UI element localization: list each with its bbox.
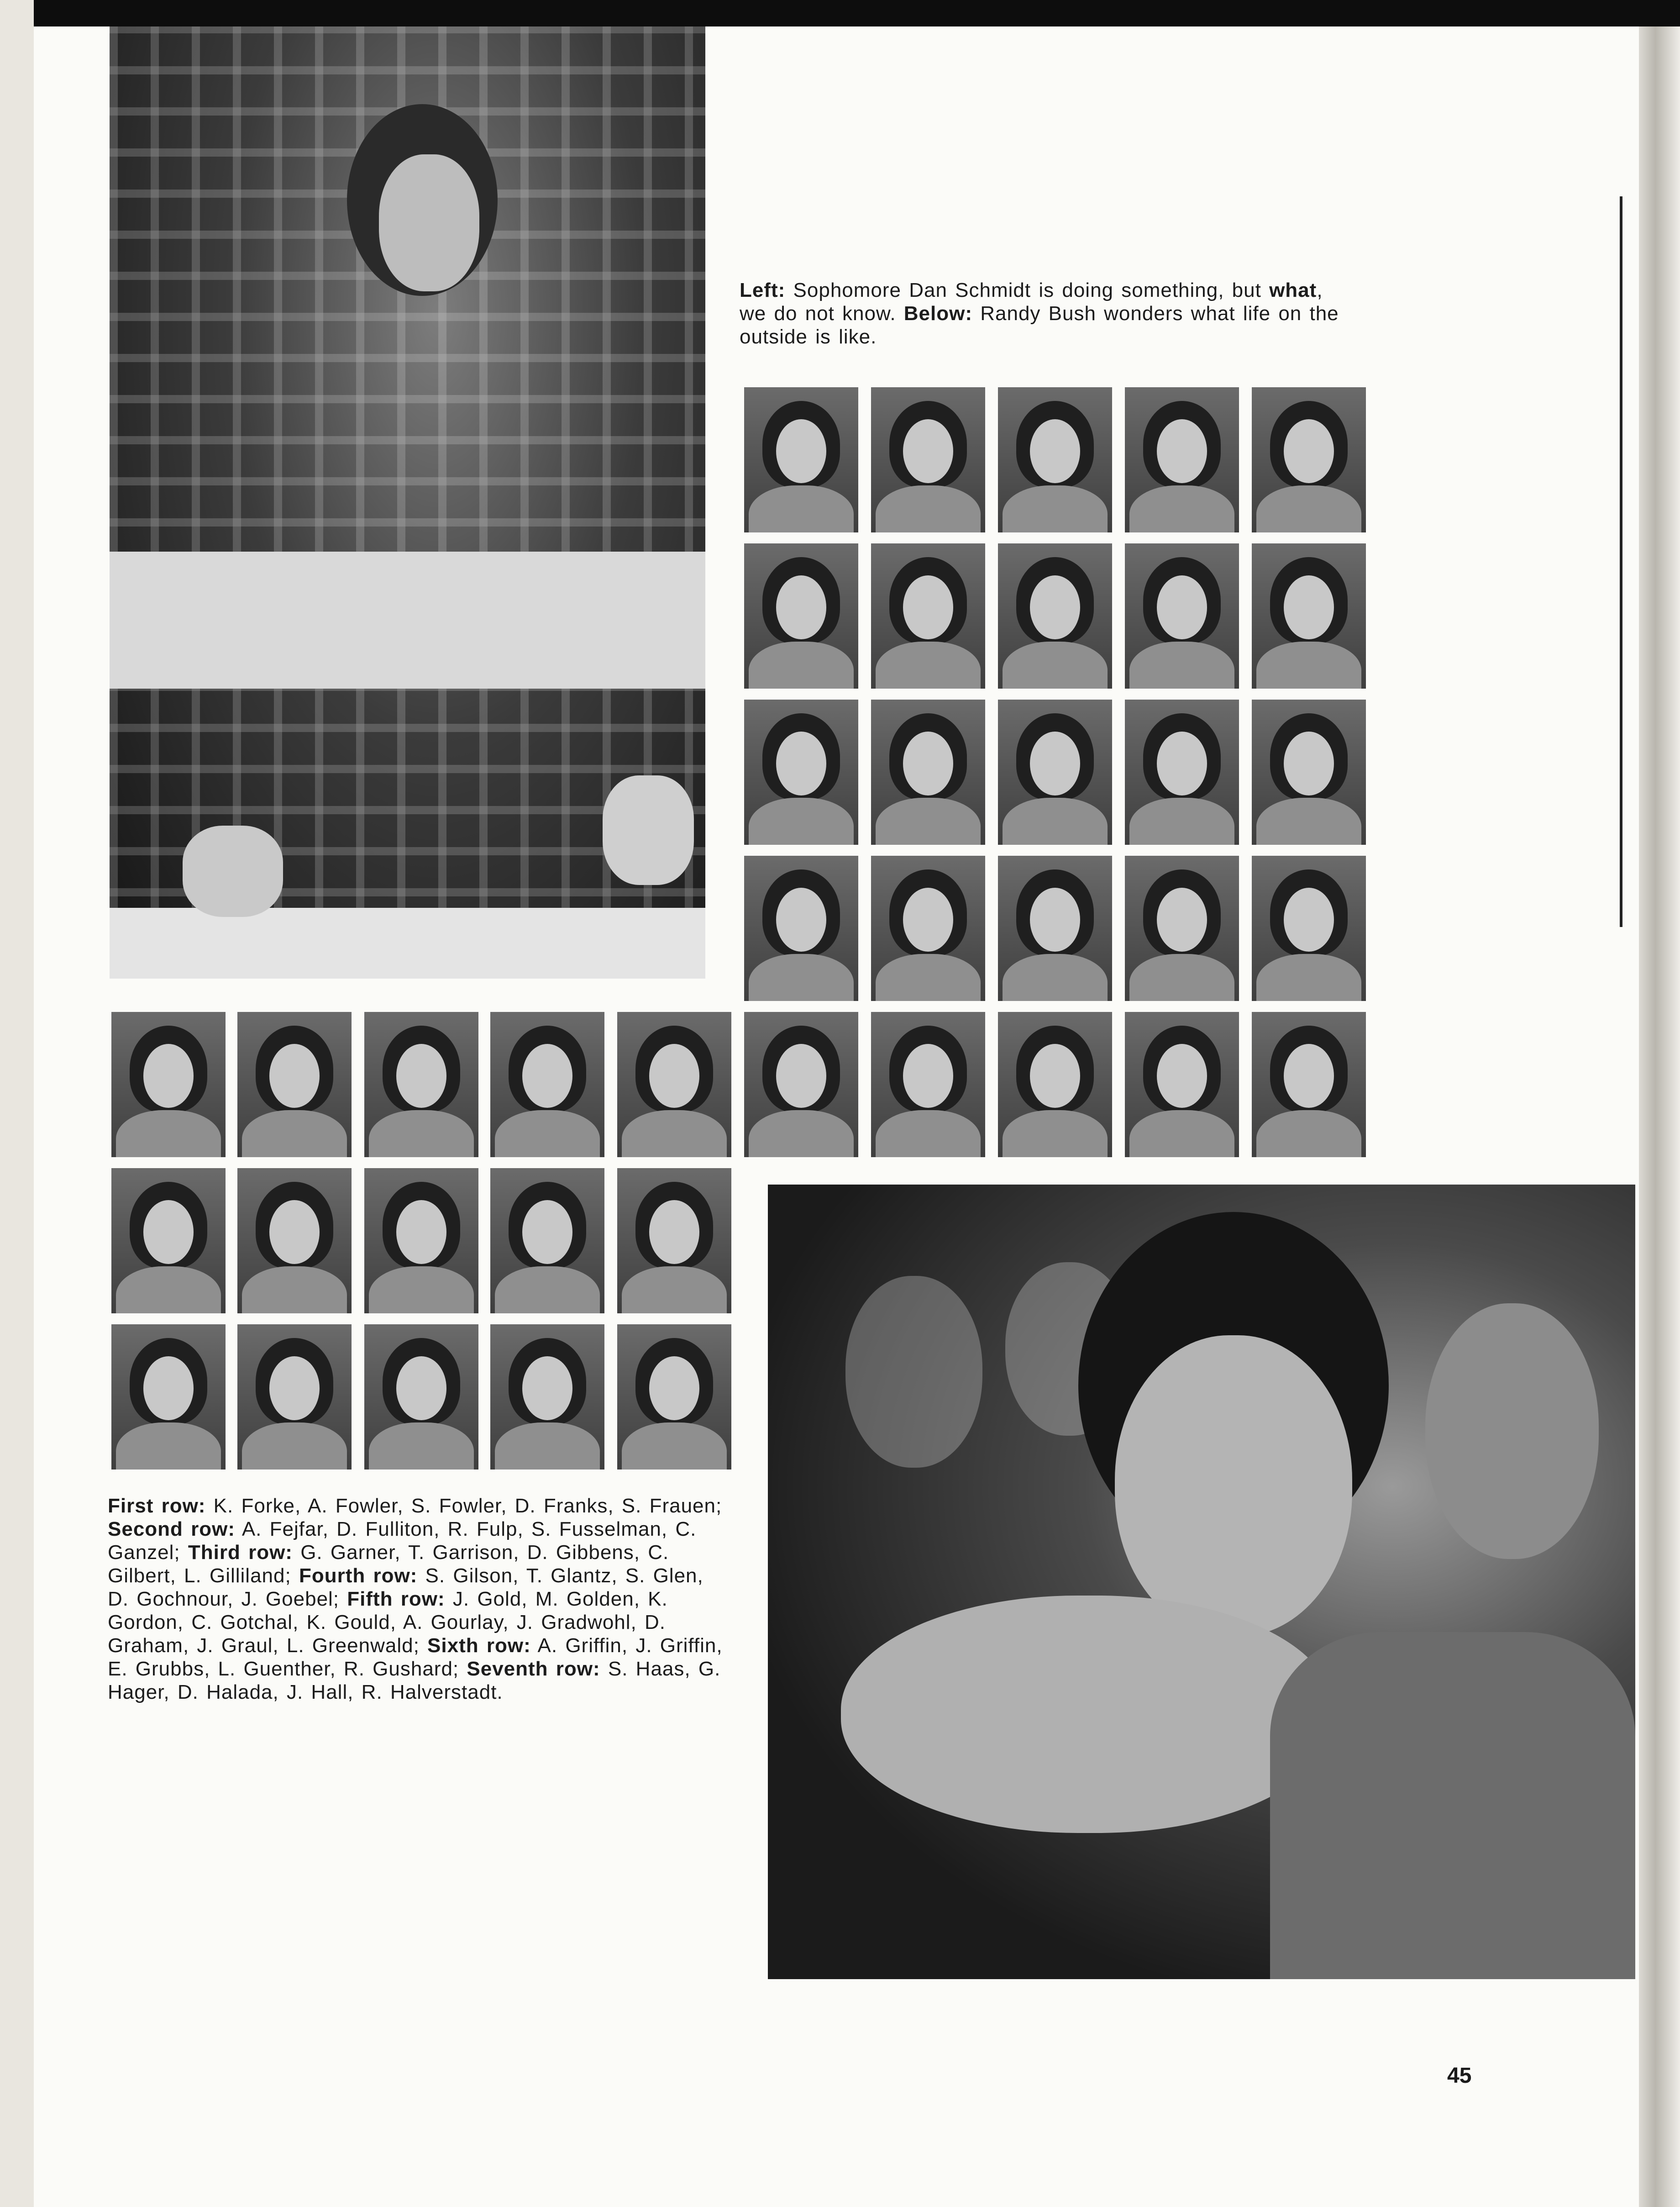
row-label: Third row: — [188, 1541, 293, 1564]
page-left-margin — [0, 0, 34, 2207]
row-label: First row: — [108, 1495, 206, 1517]
row-names: K. Forke, A. Fowler, S. Fowler, D. Franks, S. Frauen; — [205, 1495, 722, 1517]
row-label: Second row: — [108, 1518, 236, 1540]
row-label: Seventh row: — [467, 1658, 600, 1680]
portrait — [744, 856, 858, 1001]
portrait — [1252, 387, 1366, 532]
row-label: Fourth row: — [299, 1564, 418, 1587]
photo-shoulder — [1270, 1632, 1635, 1979]
row-names: S. Gilson, T. Glantz, S. Glen, D. Gochnour, J. Goebel; — [108, 1564, 704, 1610]
caption-left-text: Sophomore Dan Schmidt is doing something, but — [785, 279, 1270, 301]
page-number: 45 — [1447, 2064, 1472, 2088]
row-names: J. Gold, M. Golden, K. Gordon, C. Gotchal, K. Gould, A. Gourlay, J. Gradwohl, D. Graham, J. Graul, L. Greenwald; — [108, 1588, 668, 1657]
portrait — [998, 700, 1112, 845]
portrait — [744, 700, 858, 845]
portrait — [744, 1012, 858, 1157]
portrait — [237, 1012, 352, 1157]
portrait — [998, 543, 1112, 689]
portrait — [617, 1012, 731, 1157]
portrait — [490, 1168, 604, 1313]
photo-table-surface — [110, 552, 705, 689]
portrait — [364, 1324, 478, 1470]
photo-hand-right — [603, 775, 694, 885]
portrait — [1125, 856, 1239, 1001]
row-names: A. Fejfar, D. Fulliton, R. Fulp, S. Fusselman, C. Ganzel; — [108, 1518, 697, 1564]
portrait — [1125, 700, 1239, 845]
portrait — [1125, 543, 1239, 689]
page-edge-line — [1620, 196, 1622, 927]
caption-bold-what: what — [1269, 279, 1317, 301]
photo-student-plaid-shirt — [110, 26, 705, 979]
photo-hand-left — [183, 826, 283, 917]
portrait — [1252, 1012, 1366, 1157]
photo-randy-bush-audience — [768, 1185, 1635, 1979]
portrait — [111, 1012, 226, 1157]
portrait — [998, 387, 1112, 532]
portrait — [871, 700, 985, 845]
photo-caption — [740, 279, 1351, 348]
portrait — [1252, 856, 1366, 1001]
portrait — [871, 856, 985, 1001]
roster-caption — [108, 1494, 729, 1704]
photo-table-edge — [110, 908, 705, 979]
portrait — [237, 1324, 352, 1470]
row-label: Fifth row: — [347, 1588, 445, 1610]
portrait — [490, 1012, 604, 1157]
portrait — [1125, 387, 1239, 532]
portrait — [871, 543, 985, 689]
portrait — [617, 1324, 731, 1470]
portrait — [237, 1168, 352, 1313]
photo-blurred-face — [845, 1276, 982, 1468]
portrait — [871, 387, 985, 532]
portrait — [744, 387, 858, 532]
row-label: Sixth row: — [427, 1634, 531, 1657]
portrait — [490, 1324, 604, 1470]
portrait — [617, 1168, 731, 1313]
row-names: S. Haas, G. Hager, D. Halada, J. Hall, R. Halverstadt. — [108, 1658, 721, 1703]
photo-face — [379, 154, 479, 291]
portrait — [1125, 1012, 1239, 1157]
portrait — [111, 1324, 226, 1470]
caption-below-label: Below: — [903, 302, 972, 325]
page-binding-edge — [1639, 26, 1680, 2207]
portrait — [871, 1012, 985, 1157]
portrait — [364, 1168, 478, 1313]
portrait — [1252, 700, 1366, 845]
caption-left-label: Left: — [740, 279, 786, 301]
portrait — [364, 1012, 478, 1157]
row-names: A. Griffin, J. Griffin, E. Grubbs, L. Guenther, R. Gushard; — [108, 1634, 723, 1680]
page-top-edge — [0, 0, 1680, 26]
photo-side-face — [1425, 1303, 1599, 1559]
portrait — [1252, 543, 1366, 689]
row-names: G. Garner, T. Garrison, D. Gibbens, C. Gilbert, L. Gilliland; — [108, 1541, 669, 1587]
photo-main-face — [1115, 1335, 1352, 1637]
portrait — [998, 856, 1112, 1001]
portrait — [998, 1012, 1112, 1157]
photo-clasped-hands — [841, 1596, 1334, 1833]
caption-below-text: Randy Bush wonders what life on the outside is like. — [740, 302, 1339, 348]
portrait — [111, 1168, 226, 1313]
caption-left-text-end: , we do not know. — [740, 279, 1323, 325]
portrait — [744, 543, 858, 689]
